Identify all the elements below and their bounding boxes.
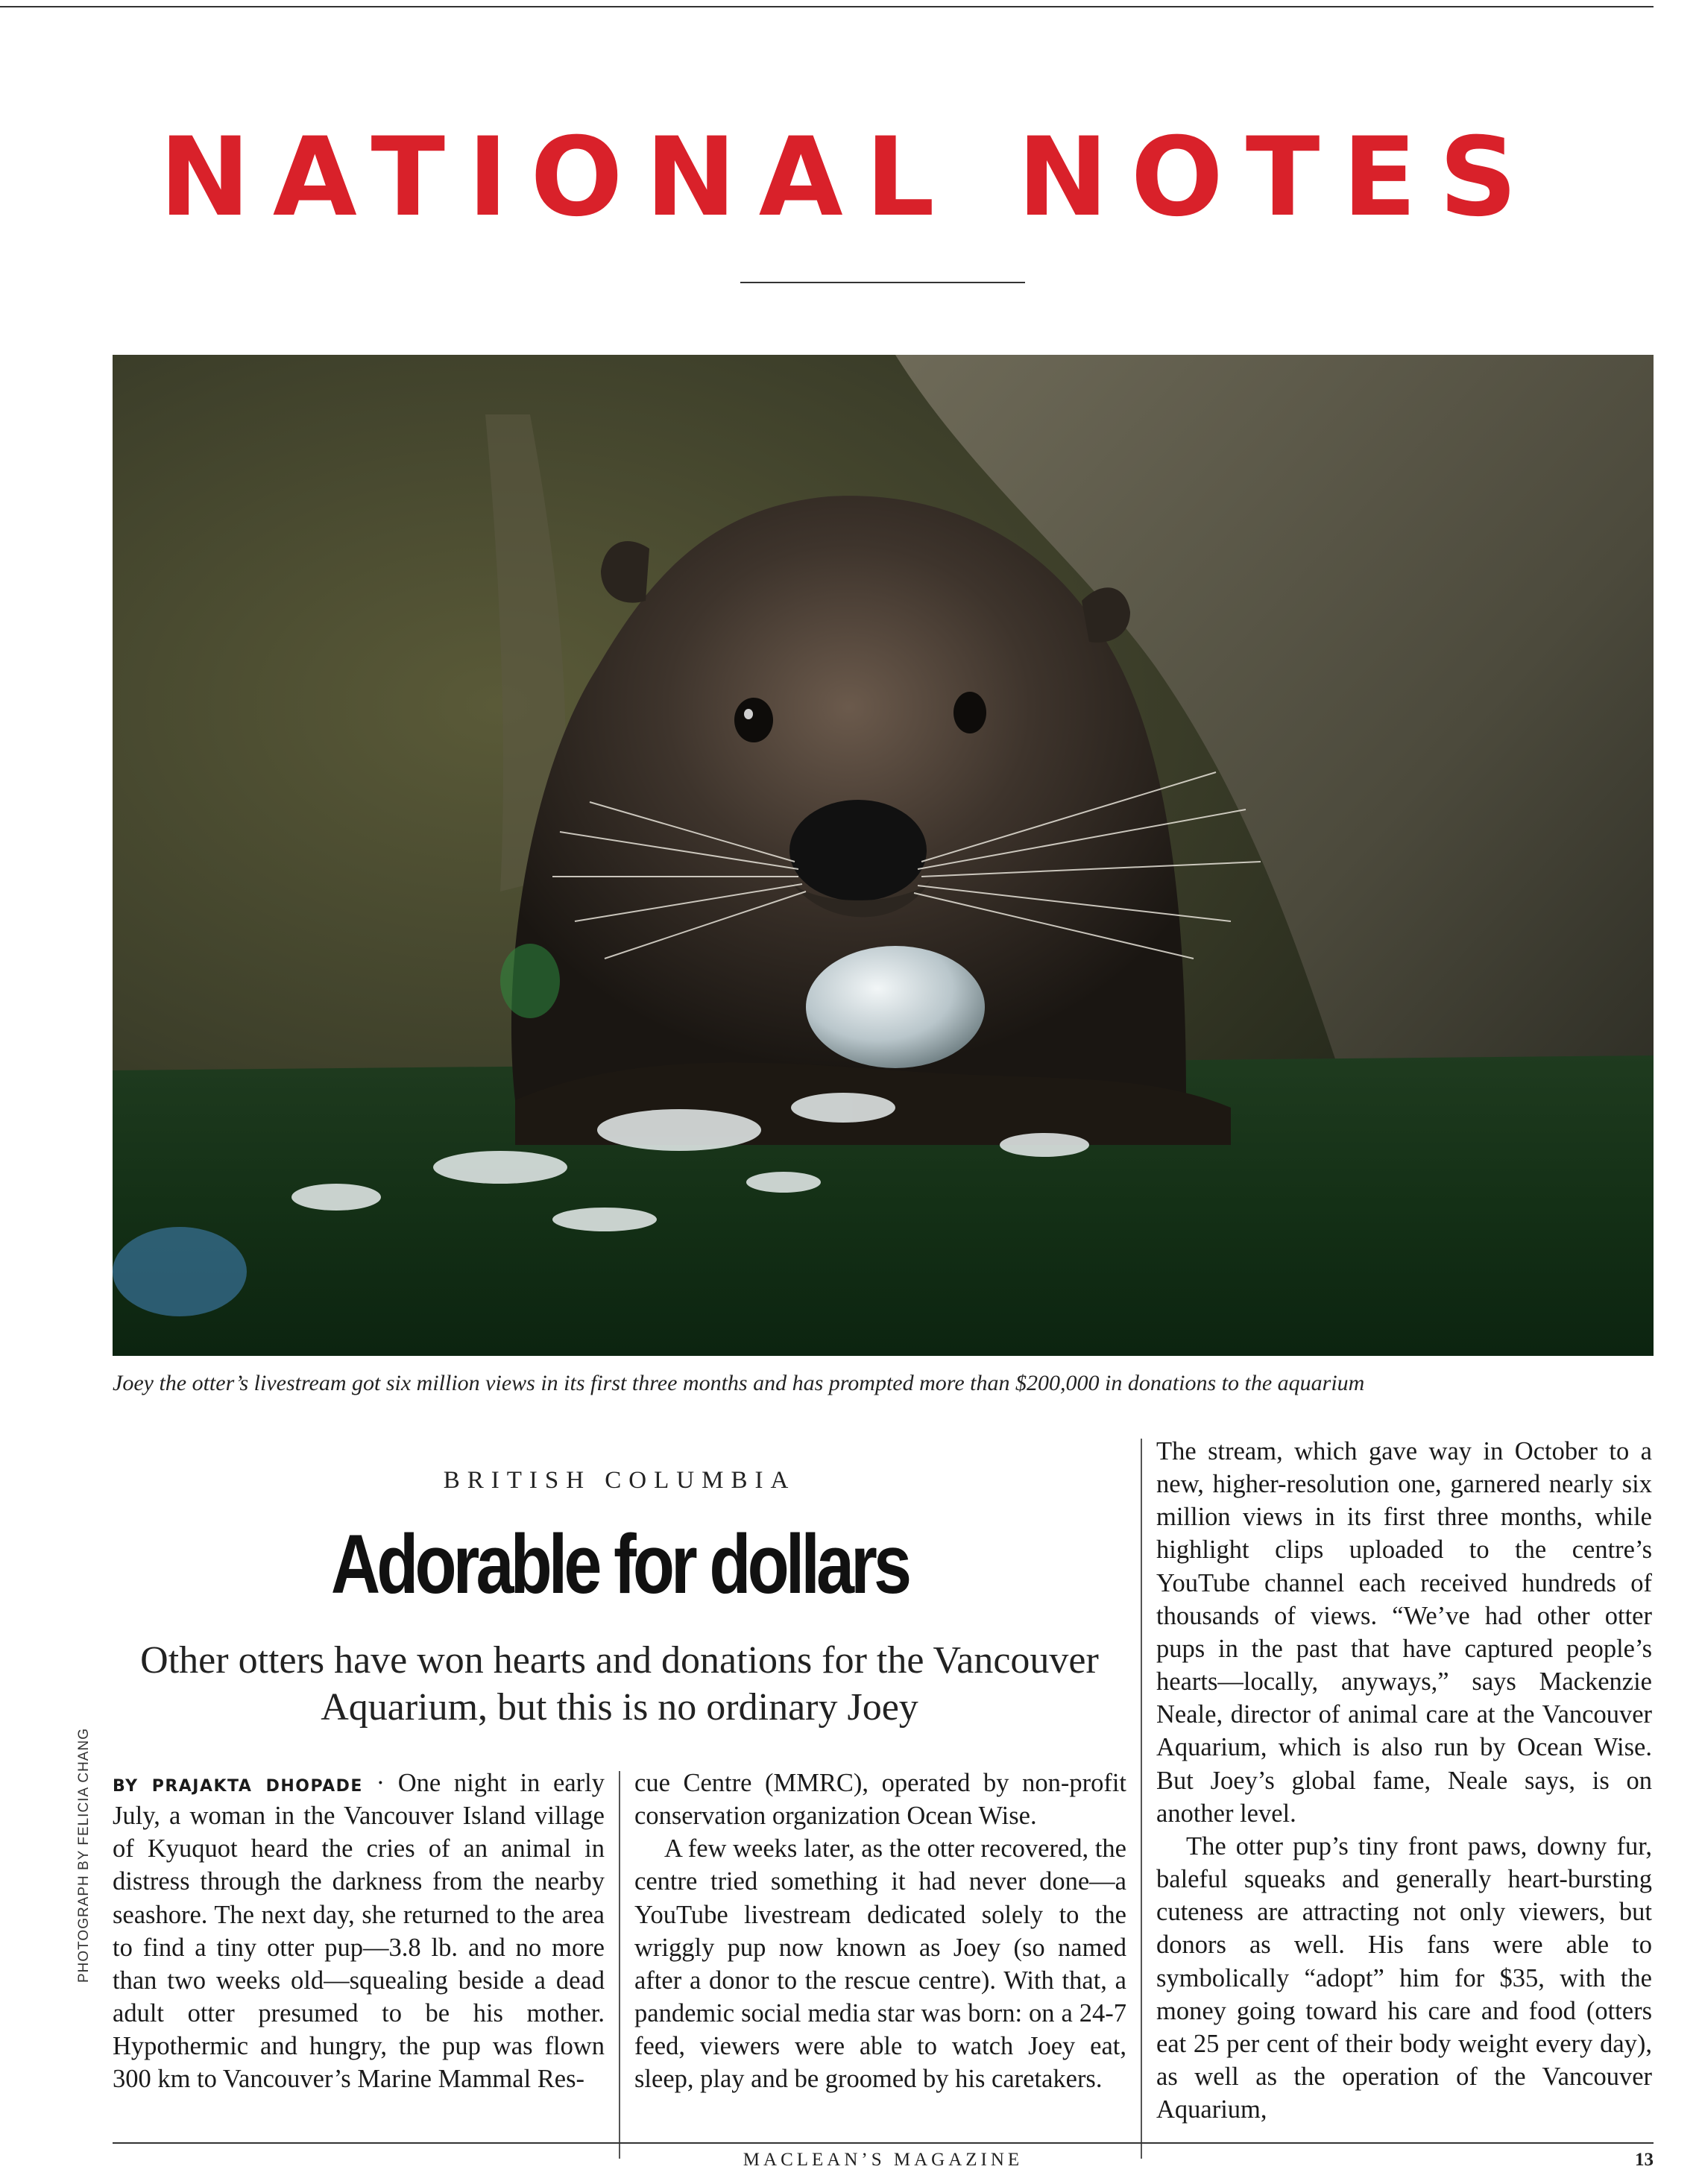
column-divider — [1141, 1439, 1142, 2159]
paragraph: cue Centre (MMRC), operated by non-profit conservation organization Ocean Wise. — [634, 1769, 1126, 1831]
article-column-2 — [634, 1767, 1126, 2096]
photo-credit: PHOTOGRAPH BY FELICIA CHANG — [76, 1728, 92, 1983]
article-column-3 — [1156, 1435, 1652, 2126]
column-divider — [619, 1771, 620, 2159]
paragraph: One night in early July, a woman in the Vancouver Island village of Kyuquot heard the cries of an animal in distress through the darkness from the nearby seashore. The next day, she returned to the area to find a tiny otter pup—3.8 lb. and no more than two weeks old—squealing beside a dead adult otter presumed to be his mother. Hypothermic and hungry, the pup was flown 300 km to Vancouver’s Marine Mammal Res- — [113, 1769, 605, 2094]
photo-caption: Joey the otter’s livestream got six million views in its first three months and has prompted more than $200,000 in donations to the aquarium — [113, 1371, 1365, 1395]
top-rule — [0, 6, 1654, 7]
section-masthead: NATIONAL NOTES — [159, 114, 1540, 241]
publication-name: MACLEAN’S MAGAZINE — [743, 2150, 1024, 2170]
paragraph: The stream, which gave way in October to a new, higher-resolution one, garnered nearly six million views in its first three months, while highlight clips uploaded to the centre’s YouTube channel each received hundreds of thousands of views. “We’ve had other otter pups in the past that have captured people’s hearts—locally, anyways,” says Mackenzie Neale, director of animal care at the Vancouver Aquarium, which is also run by Ocean Wise. But Joey’s global fame, Neale says, is on another level. — [1156, 1437, 1652, 1828]
article-kicker: BRITISH COLUMBIA — [443, 1467, 796, 1494]
masthead-rule — [740, 282, 1025, 283]
paragraph: The otter pup’s tiny front paws, downy fur, baleful squeaks and generally heart-bursting cuteness are attracting not only viewers, but donors as well. His fans were able to symbolically “adopt” him for $35, with the money going toward his care and food (otters eat 25 per cent of their body weight every day), as well as the operation of the Vancouver Aquarium, — [1156, 1831, 1652, 2124]
article-deck: Other otters have won hearts and donations for the Vancouver Aquarium, but this is no ordinary Joey — [140, 1639, 1099, 1729]
otter-photo — [113, 355, 1654, 1356]
byline-separator: · — [362, 1769, 398, 1797]
article-column-1 — [113, 1767, 605, 2096]
article-headline: Adorable for dollars — [330, 1518, 909, 1611]
page-number: 13 — [1635, 2150, 1654, 2170]
footer-rule — [113, 2142, 1654, 2144]
byline: BY PRAJAKTA DHOPADE — [113, 1777, 363, 1796]
paragraph: A few weeks later, as the otter recovered, the centre tried something it had never done—a YouTube livestream dedicated solely to the wriggly pup now known as Joey (so named after a donor to the rescue centre). With that, a pandemic social media star was born: on a 24-7 feed, viewers were able to watch Joey eat, sleep, play and be groomed by his caretakers. — [634, 1834, 1126, 2094]
